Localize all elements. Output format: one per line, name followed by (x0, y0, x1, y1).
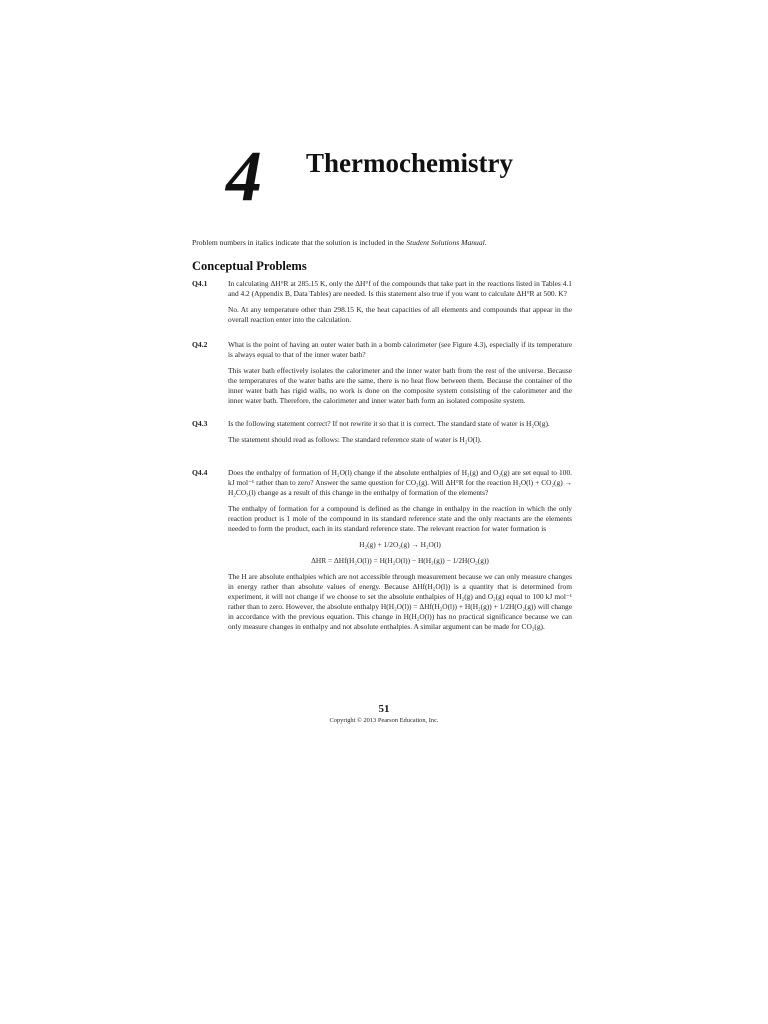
copyright-notice: Copyright © 2013 Pearson Education, Inc. (329, 717, 439, 724)
question-text: In calculating ΔH°R at 285.15 K, only the ΔH°f of the compounds that take part in the reactions listed in Tables 4.1 and 4.2 (Appendix B, Data Tables) are needed. Is this statement also true if you want to calculate ΔH°R at 500. K? (228, 279, 572, 298)
answer-text-continued: The H are absolute enthalpies which are not accessible through measurement because we can only measure changes in energy rather than absolute values of energy. Because ΔHf(H₂O(l)) is a quantity that is determined from experiment, it will not change if we choose to set the absolute enthalpies of H₂(g) and O₂(g) equal to 100 kJ mol⁻¹ rather than to zero. However, the absolute enthalpy H(H₂O(l)) = ΔHf(H₂O(l)) + H(H₂(g)) + 1/2H(O₂(g)) will change in accordance with the previous equation. This change in H(H₂O(l)) has no practical significance because we can only measure changes in enthalpy and not absolute enthalpies. A similar argument can be made for CO₂(g). (228, 572, 572, 631)
answer-text: The enthalpy of formation for a compound is defined as the change in enthalpy in the reaction in which the only reaction product is 1 mole of the compound in its standard reference state and the only reactants are the elements needed to form the product, each in its standard reference state. The relevant reaction for water formation is (228, 504, 572, 533)
intro-note-end: . (484, 238, 487, 247)
question-text: What is the point of having an outer water bath in a bomb calorimeter (see Figure 4.3), especially if its temperature is always equal to that of the inner water bath? (228, 340, 572, 359)
intro-note (192, 238, 592, 247)
problem-body (228, 419, 572, 445)
answer-text: This water bath effectively isolates the calorimeter and the inner water bath from the rest of the universe. Because the temperatures of the water baths are the same, there is no heat flow between them. Because the container of the inner water bath has rigid walls, no work is done on the composite system consisting of the calorimeter and the inner water bath. Therefore, the calorimeter and inner water bath form an isolated composite system. (228, 366, 572, 405)
problem-number: Q4.4 (192, 468, 208, 477)
intro-note-text: Problem numbers in italics indicate that the solution is included in the (192, 238, 407, 247)
answer-text: No. At any temperature other than 298.15 K, the heat capacities of all elements and compounds that appear in the overall reaction enter into the calculation. (228, 305, 572, 324)
problem-number: Q4.2 (192, 340, 208, 349)
problem-body (228, 279, 572, 325)
page-number: 51 (378, 703, 390, 715)
equation-enthalpy-of-formation: ΔHR = ΔHf(H₂O(l)) = H(H₂O(l)) − H(H₂(g)) − 1/2H(O₂(g)) (311, 556, 489, 565)
chapter-number: 4 (226, 136, 262, 216)
answer (228, 435, 572, 445)
answer (228, 366, 572, 406)
problem-body (228, 468, 572, 632)
answer (228, 504, 572, 632)
problem-number: Q4.1 (192, 279, 208, 288)
equation-water-formation: H₂(g) + 1/2O₂(g) → H₂O(l) (359, 540, 441, 549)
manual-title: Student Solutions Manual (406, 238, 485, 247)
question-text: Does the enthalpy of formation of H₂O(l) change if the absolute enthalpies of H₂(g) and O₂(g) are set equal to 100. kJ mol⁻¹ rather than to zero? Answer the same question for CO₂(g). Will ΔH°R for the reaction H₂O(l) + CO₂(g) → H₂CO₃(l) change as a result of this change in the enthalpy of formation of the elements? (228, 468, 572, 497)
problem-body (228, 340, 572, 406)
answer-text: The statement should read as follows: The standard reference state of water is H₂O(l). (228, 435, 482, 444)
question-text: Is the following statement correct? If not rewrite it so that it is correct. The standard state of water is H₂O(g). (228, 419, 550, 428)
section-heading: Conceptual Problems (192, 259, 307, 273)
problem-number: Q4.3 (192, 419, 208, 428)
chapter-title: Thermochemistry (306, 148, 513, 178)
answer (228, 305, 572, 325)
